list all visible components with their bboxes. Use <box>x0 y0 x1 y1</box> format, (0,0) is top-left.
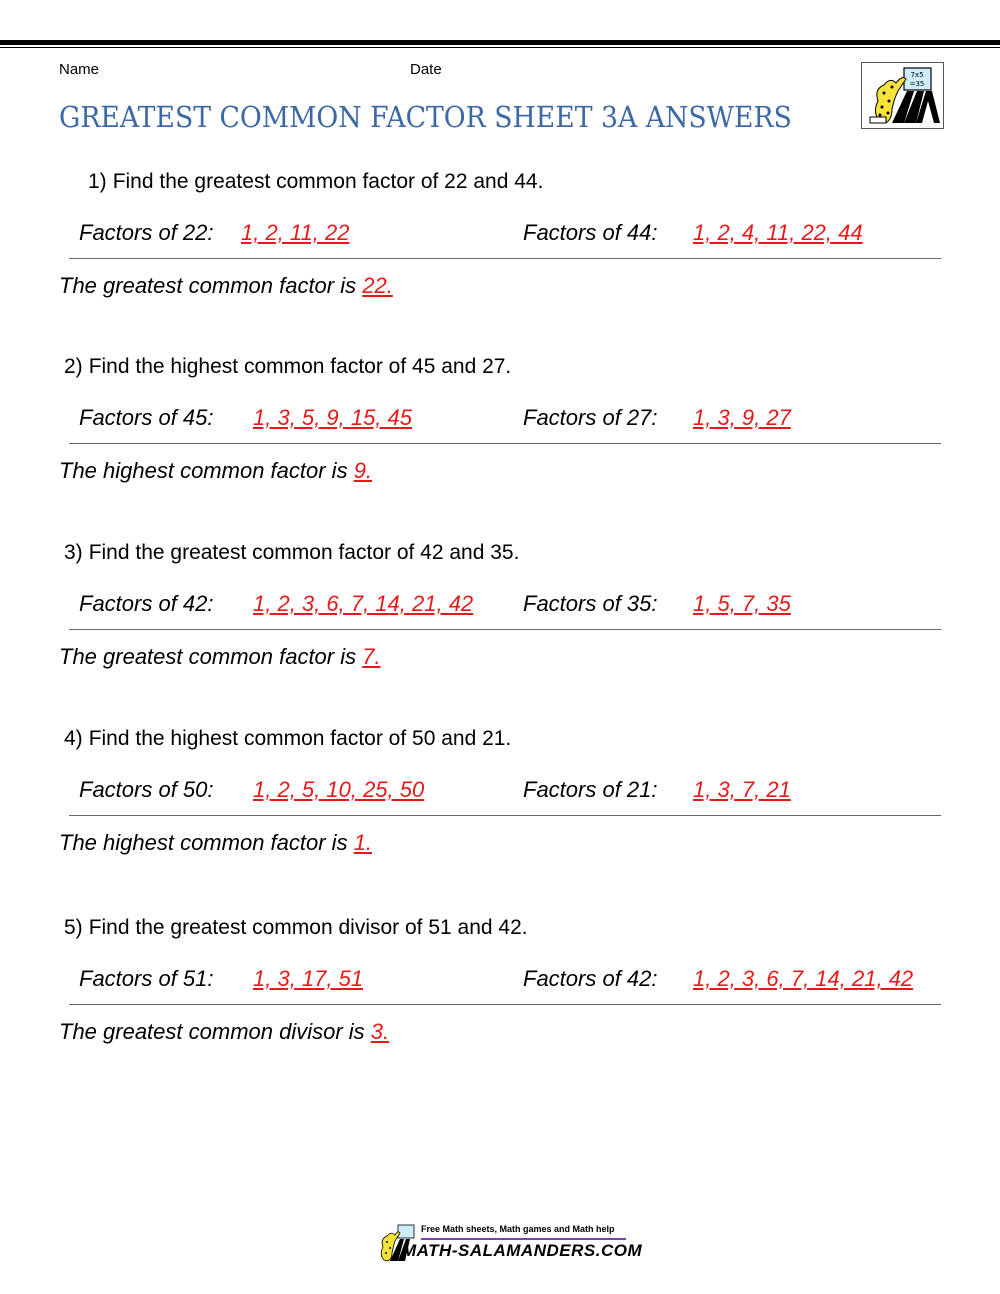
factors-a-label: Factors of 22: <box>79 220 214 245</box>
question-number: 2) <box>64 355 83 378</box>
top-rule-thin <box>0 47 1000 48</box>
question-2 <box>64 355 511 379</box>
factors-b-value: 1, 2, 3, 6, 7, 14, 21, 42 <box>693 966 914 991</box>
salamander-logo-icon <box>861 62 944 129</box>
factors-b-label: Factors of 42: <box>523 966 658 991</box>
factors-b-label: Factors of 44: <box>523 220 658 245</box>
question-prompt: Find the greatest common factor of 22 and 44. <box>112 170 544 193</box>
page-title: GREATEST COMMON FACTOR SHEET 3A ANSWERS <box>59 100 792 134</box>
factors-a-value: 1, 3, 17, 51 <box>253 966 364 991</box>
factors-a-value: 1, 3, 5, 9, 15, 45 <box>253 405 413 430</box>
factors-b-value: 1, 3, 9, 27 <box>693 405 791 430</box>
svg-text:=35: =35 <box>909 80 925 88</box>
answer-5 <box>59 1019 389 1045</box>
name-label: Name <box>59 61 100 78</box>
answer-text: The greatest common divisor is <box>59 1019 371 1044</box>
question-prompt: Find the highest common factor of 50 and 21. <box>88 727 512 750</box>
answer-text: The greatest common factor is <box>59 273 363 298</box>
date-label: Date <box>410 61 442 78</box>
question-prompt: Find the highest common factor of 45 and 27. <box>88 355 512 378</box>
question-prompt: Find the greatest common divisor of 51 and 42. <box>88 916 528 939</box>
answer-value: 9. <box>353 458 373 483</box>
factors-a-value: 1, 2, 5, 10, 25, 50 <box>253 777 425 802</box>
answer-text: The highest common factor is <box>59 830 354 855</box>
factors-a-label: Factors of 51: <box>79 966 214 991</box>
answer-text: The highest common factor is <box>59 458 354 483</box>
factors-a-value: 1, 2, 11, 22 <box>241 220 350 245</box>
factors-row-4 <box>69 775 941 816</box>
factors-b-value: 1, 3, 7, 21 <box>693 777 791 802</box>
top-rule-thick <box>0 40 1000 45</box>
footer-site-name: MATH-SALAMANDERS.COM <box>402 1241 643 1260</box>
question-3 <box>64 541 519 565</box>
factors-a-label: Factors of 42: <box>79 591 214 616</box>
answer-text: The greatest common factor is <box>59 644 363 669</box>
answer-2 <box>59 458 372 484</box>
question-4 <box>64 727 511 751</box>
question-number: 5) <box>64 916 83 939</box>
answer-value: 7. <box>362 644 381 669</box>
question-number: 4) <box>64 727 83 750</box>
answer-1 <box>59 273 393 299</box>
factors-b-label: Factors of 21: <box>523 777 658 802</box>
factors-b-label: Factors of 27: <box>523 405 658 430</box>
answer-4 <box>59 830 372 856</box>
factors-row-5 <box>69 964 941 1005</box>
footer-tagline: Free Math sheets, Math games and Math help <box>421 1224 615 1234</box>
factors-row-1 <box>69 218 941 259</box>
factors-b-label: Factors of 35: <box>523 591 658 616</box>
footer-branding <box>374 1221 643 1265</box>
factors-row-3 <box>69 589 941 630</box>
answer-value: 1. <box>353 830 373 855</box>
answer-value: 3. <box>370 1019 390 1044</box>
factors-b-value: 1, 5, 7, 35 <box>693 591 791 616</box>
question-number: 1) <box>88 170 107 193</box>
footer-divider <box>421 1238 626 1240</box>
question-number: 3) <box>64 541 83 564</box>
factors-a-value: 1, 2, 3, 6, 7, 14, 21, 42 <box>253 591 474 616</box>
answer-value: 22. <box>362 273 393 298</box>
svg-text:7x5: 7x5 <box>910 71 924 79</box>
factors-b-value: 1, 2, 4, 11, 22, 44 <box>693 220 863 245</box>
question-prompt: Find the greatest common factor of 42 and 35. <box>88 541 520 564</box>
question-1 <box>88 170 543 194</box>
factors-a-label: Factors of 45: <box>79 405 214 430</box>
factors-a-label: Factors of 50: <box>79 777 214 802</box>
question-5 <box>64 916 528 940</box>
factors-row-2 <box>69 403 941 444</box>
answer-3 <box>59 644 381 670</box>
